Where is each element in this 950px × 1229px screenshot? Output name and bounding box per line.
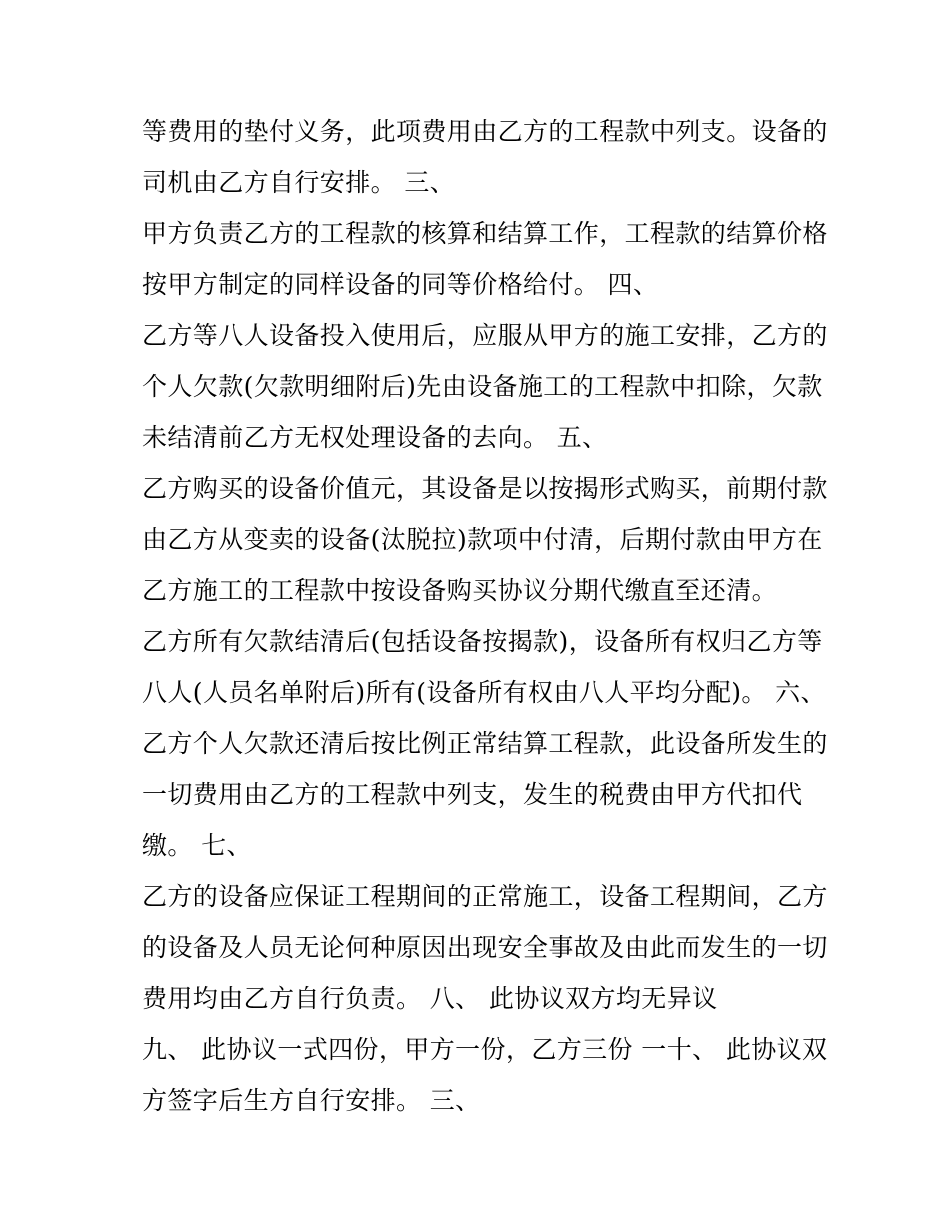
text-line: 乙方个人欠款还清后按比例正常结算工程款，此设备所发生的	[142, 729, 828, 758]
text-line: 八人(人员名单附后)所有(设备所有权由八人平均分配)。 六、	[142, 678, 826, 707]
text-line: 的设备及人员无论何种原因出现安全事故及由此而发生的一切	[142, 933, 828, 962]
text-line: 由乙方从变卖的设备(汰脱拉)款项中付清，后期付款由甲方在	[142, 525, 823, 554]
text-line: 一切费用由乙方的工程款中列支，发生的税费由甲方代扣代	[142, 780, 803, 809]
text-line: 个人欠款(欠款明细附后)先由设备施工的工程款中扣除，欠款	[142, 372, 823, 401]
text-line: 甲方负责乙方的工程款的核算和结算工作，工程款的结算价格	[142, 219, 828, 248]
text-line: 乙方所有欠款结清后(包括设备按揭款)，设备所有权归乙方等	[142, 627, 823, 656]
text-line: 乙方购买的设备价值元，其设备是以按揭形式购买，前期付款	[142, 474, 828, 503]
text-line: 缴。 七、	[142, 831, 252, 860]
text-line: 乙方施工的工程款中按设备购买协议分期代缴直至还清。	[142, 576, 778, 605]
text-line: 乙方的设备应保证工程期间的正常施工，设备工程期间，乙方	[142, 882, 828, 911]
text-line: 等费用的垫付义务，此项费用由乙方的工程款中列支。设备的	[142, 117, 828, 146]
text-line: 费用均由乙方自行负责。 八、 此协议双方均无异议	[142, 984, 718, 1013]
text-line: 按甲方制定的同样设备的同等价格给付。 四、	[142, 270, 659, 299]
text-line: 司机由乙方自行安排。 三、	[142, 168, 456, 197]
text-line: 九、 此协议一式四份，甲方一份，乙方三份 一十、 此协议双	[142, 1035, 828, 1064]
text-line: 方签字后生方自行安排。 三、	[142, 1086, 481, 1115]
text-line: 未结清前乙方无权处理设备的去向。 五、	[142, 423, 608, 452]
text-line: 乙方等八人设备投入使用后，应服从甲方的施工安排，乙方的	[142, 321, 828, 350]
document-body	[142, 106, 828, 1126]
